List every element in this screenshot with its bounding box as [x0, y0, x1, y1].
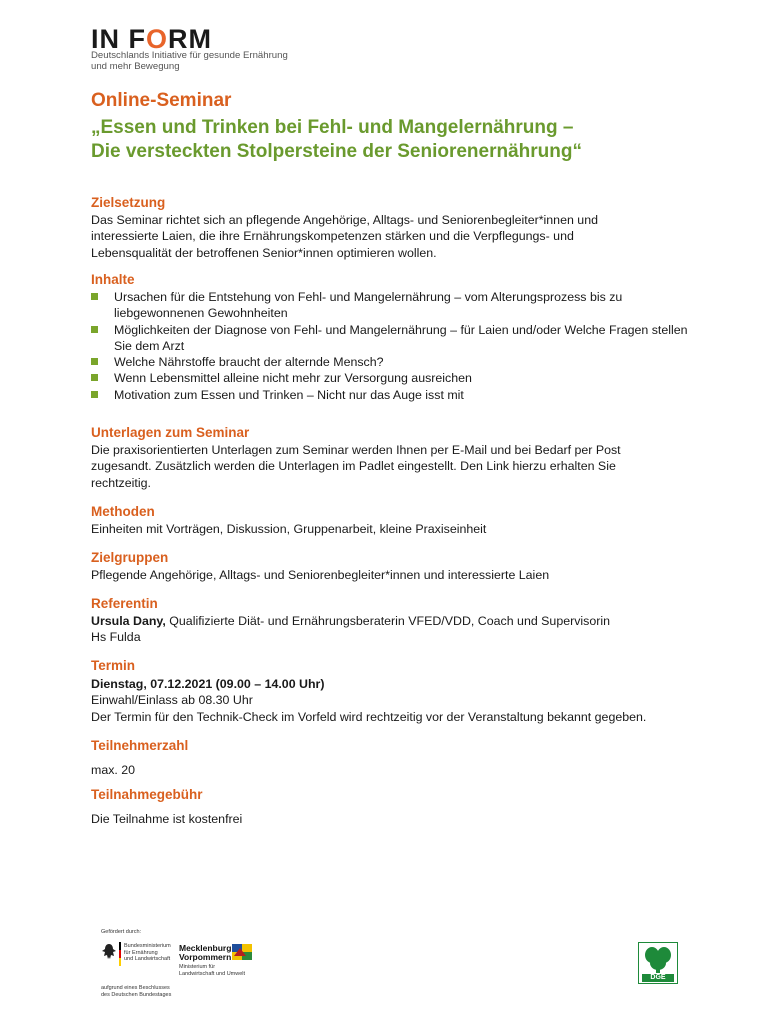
teilnehmerzahl-text: max. 20 [91, 763, 136, 777]
flag-stripe-red [119, 950, 121, 958]
logo-tagline [91, 50, 288, 72]
list-item [91, 289, 691, 322]
inhalte-list [91, 289, 691, 403]
referentin-heading: Referentin [91, 596, 158, 611]
termin-date: Dienstag, 07.12.2021 (09.00 – 14.00 Uhr) [91, 677, 325, 691]
seminar-title-line1: „Essen und Trinken bei Fehl- und Mangelernährung – [91, 117, 574, 138]
list-item [91, 370, 691, 386]
bmel-name [124, 943, 171, 963]
gebuehr-heading: Teilnahmegebühr [91, 787, 203, 802]
list-item-text: Welche Nährstoffe braucht der alternde Mensch? [114, 355, 384, 370]
logo-wordmark-o: O [146, 24, 169, 54]
list-item-text: Wenn Lebensmittel alleine nicht mehr zur Versorgung ausreichen [114, 371, 472, 386]
list-item-text: Möglichkeiten der Diagnose von Fehl- und Mangelernährung – für Laien und/oder Welche Fragen stellen Sie dem Arzt [114, 322, 688, 353]
referentin-name: Ursula Dany, [91, 614, 166, 628]
bullet-square-icon [91, 374, 98, 381]
bullet-square-icon [91, 358, 98, 365]
inhalte-heading: Inhalte [91, 272, 135, 287]
logo-wordmark-left: IN F [91, 24, 146, 54]
seminar-title-line2: Die versteckten Stolpersteine der Seniorenernährung“ [91, 141, 582, 162]
mv-crest-icon [232, 944, 252, 960]
termin-text [91, 676, 711, 725]
dge-label: DGE [650, 974, 666, 981]
inform-logo [91, 26, 212, 53]
gebuehr-text: Die Teilnahme ist kostenfrei [91, 812, 243, 826]
bundestag-note-line1: aufgrund eines Beschlusses [101, 985, 170, 991]
mv-line2: Vorpommern [179, 952, 232, 962]
list-item-text: Motivation zum Essen und Trinken – Nicht nur das Auge isst mit [114, 387, 464, 402]
bullet-square-icon [91, 326, 98, 333]
bundestag-note [101, 985, 171, 998]
inhalte-list-wrap [91, 289, 691, 403]
bullet-square-icon [91, 391, 98, 398]
german-eagle-icon [101, 942, 117, 966]
methoden-text: Einheiten mit Vorträgen, Diskussion, Gruppenarbeit, kleine Praxiseinheit [91, 522, 487, 536]
logo-wordmark-right: RM [168, 24, 213, 54]
bullet-square-icon [91, 293, 98, 300]
zielsetzung-heading: Zielsetzung [91, 195, 166, 210]
zielgruppen-text: Pflegende Angehörige, Alltags- und Seniorenbegleiter*innen und interessierte Laien [91, 568, 550, 582]
referentin-text [91, 613, 691, 646]
termin-heading: Termin [91, 658, 136, 673]
logo-tagline-line1: Deutschlands Initiative für gesunde Ernährung [91, 50, 288, 61]
unterlagen-heading: Unterlagen zum Seminar [91, 425, 250, 440]
flag-stripe-gold [119, 958, 121, 966]
termin-einlass: Einwahl/Einlass ab 08.30 Uhr [91, 693, 253, 708]
list-item [91, 387, 691, 403]
unterlagen-text: Die praxisorientierten Unterlagen zum Seminar werden Ihnen per E-Mail und bei Bedarf per Post zugesandt. Zusätzlich werden die Unterlagen im Padlet eingestellt. Den Link hierzu erhalten Sie rechtzeitig. [91, 443, 621, 490]
mv-ministry-line1: Ministerium für [179, 964, 216, 970]
gefoerdert-label: Gefördert durch: [101, 929, 142, 935]
list-item [91, 322, 691, 355]
bundestag-note-line2: des Deutschen Bundestages [101, 991, 172, 998]
seminar-kind: Online-Seminar [91, 90, 232, 111]
bmel-line2: für Ernährung [124, 949, 158, 956]
mv-ministry-line2: Landwirtschaft und Umwelt [179, 970, 246, 977]
zielsetzung-text: Das Seminar richtet sich an pflegende Angehörige, Alltags- und Seniorenbegleiter*innen und interessierte Laien, die ihre Ernährungskompetenzen stärken und die Verpflegungs- und Lebensqualität der betroffenen Senior*innen optimieren wollen. [91, 213, 598, 260]
mv-line1: Mecklenburg [179, 943, 232, 953]
seminar-title [91, 116, 582, 164]
referentin-qualification: Qualifizierte Diät- und Ernährungsberaterin VFED/VDD, Coach und Supervisorin [165, 614, 611, 628]
zielgruppen-heading: Zielgruppen [91, 550, 169, 565]
bmel-line1: Bundesministerium [124, 943, 171, 949]
list-item [91, 354, 691, 370]
logo-tagline-line2: und mehr Bewegung [91, 61, 180, 72]
methoden-heading: Methoden [91, 504, 155, 519]
list-item-text: Ursachen für die Entstehung von Fehl- und Mangelernährung – vom Alterungsprozess bis zu liebgewonnenen Gewohnheiten [114, 290, 623, 321]
termin-technik-check: Der Termin für den Technik-Check im Vorfeld wird rechtzeitig vor der Veranstaltung bekannt gegeben. [91, 709, 647, 724]
bmel-line3: und Landwirtschaft [124, 956, 171, 962]
dge-logo [638, 942, 678, 984]
teilnehmerzahl-heading: Teilnehmerzahl [91, 738, 189, 753]
flag-stripe-black [119, 942, 121, 950]
referentin-line2: Hs Fulda [91, 630, 141, 645]
